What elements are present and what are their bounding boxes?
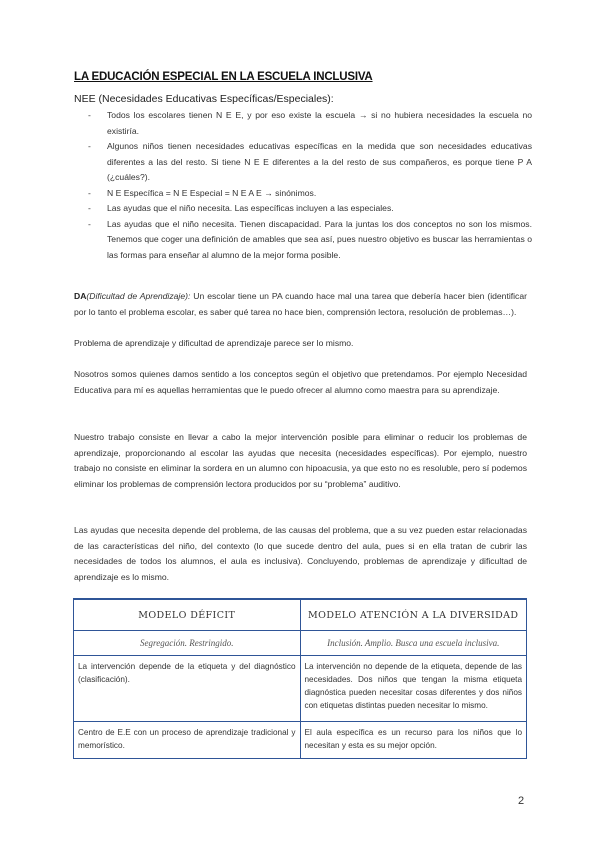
da-term: (Dificultad de Aprendizaje):: [86, 291, 191, 301]
bullet-dash: -: [88, 110, 91, 120]
list-item: - Las ayudas que el niño necesita. Las específicas incluyen a las especiales.: [74, 201, 532, 217]
table-cell: Centro de E.E con un proceso de aprendizaje tradicional y memorístico.: [74, 722, 301, 759]
table-cell: La intervención no depende de la etiqueta, depende de las necesidades. Dos niños que tengan la misma etiqueta diagnóstica pueden necesitar cosas diferentes y dos niños con etiquetas distintas pueden necesitar lo mismo.: [300, 656, 527, 722]
list-item: - Todos los escolares tienen N E E, y por eso existe la escuela → si no hubiera necesidades la escuela no existiría.: [88, 110, 532, 136]
da-paragraph: [74, 289, 527, 320]
page-title: LA EDUCACIÓN ESPECIAL EN LA ESCUELA INCLUSIVA: [74, 71, 373, 83]
table-cell: El aula específica es un recurso para los niños que lo necesitan y esta es su mejor opción.: [300, 722, 527, 759]
paragraph: Nosotros somos quienes damos sentido a los conceptos según el objetivo que pretendamos. Por ejemplo Necesidad Educativa para mí es aquellas herramientas que le puedo ofrecer al alumno como maestra para su aprendizaje.: [74, 369, 527, 395]
table-subheader-row: [74, 631, 527, 656]
table-header: MODELO ATENCIÓN A LA DIVERSIDAD: [300, 599, 527, 631]
table-subheader: Inclusión. Amplio. Busca una escuela inclusiva.: [300, 631, 527, 656]
table-row: [74, 656, 527, 722]
table-row: [74, 722, 527, 759]
bullet-dash: -: [88, 187, 91, 198]
da-line2: Problema de aprendizaje y dificultad de aprendizaje parece ser lo mismo.: [74, 338, 354, 348]
list-item: - Algunos niños tienen necesidades educativas específicas en la medida que son necesidades educativas diferentes a las del resto. Si tiene N E E diferentes a la del resto de sus compañeros, es porque tiene P A (¿cuáles?).: [88, 141, 532, 182]
nee-list: [74, 108, 532, 263]
table-cell: La intervención depende de la etiqueta y del diagnóstico (clasificación).: [74, 656, 301, 722]
table-header: MODELO DÉFICIT: [74, 599, 301, 631]
bullet-dash: -: [88, 141, 91, 151]
bullet-dash: -: [88, 218, 91, 229]
bullet-dash: -: [88, 203, 91, 213]
table-header-row: [74, 599, 527, 631]
comparison-table: [73, 598, 527, 759]
paragraph: Las ayudas que necesita depende del problema, de las causas del problema, que a su vez pueden estar relacionadas de las características del niño, del contexto (lo que sucede dentro del aula, pues si en ella tratan de cubrir las necesidades de todos los alumnos, el aula es inclusiva). Concluyendo, problemas de aprendizaje y dificultad de aprendizaje es lo mismo.: [74, 525, 527, 582]
da-text: Un escolar tiene un PA cuando hace mal una tarea que debería hacer bien (identificar por lo tanto el problema escolar, es saber qué tarea no hace bien, comprensión lectora, resolución de problemas…).: [74, 291, 527, 317]
page-number: 2: [518, 795, 525, 807]
table-subheader: Segregación. Restringido.: [74, 631, 301, 656]
list-item: - N E Específica = N E Especial = N E A E → sinónimos.: [74, 186, 532, 202]
paragraph: Nuestro trabajo consiste en llevar a cabo la mejor intervención posible para eliminar o reducir los problemas de aprendizaje, proporcionando al escolar las ayudas que necesita (necesidades específicas). Por ejemplo, nuestro trabajo no consiste en eliminar la sordera en un alumno con hipoacusia, ya que esto no es resoluble, pero sí podemos eliminar los problemas de comprensión lectora producidos por su “problema” auditivo.: [74, 432, 527, 489]
list-item: - Las ayudas que el niño necesita. Tienen discapacidad. Para la juntas los dos conceptos no son los mismos. Tenemos que coger una definición de amables que sea así, pues nuestro objetivo es buscar las herramientas o las formas para enseñar al alumno de la mejor forma posible.: [88, 218, 532, 260]
da-heading: DA: [74, 291, 87, 301]
nee-subtitle: NEE (Necesidades Educativas Específicas/Especiales):: [74, 93, 334, 105]
